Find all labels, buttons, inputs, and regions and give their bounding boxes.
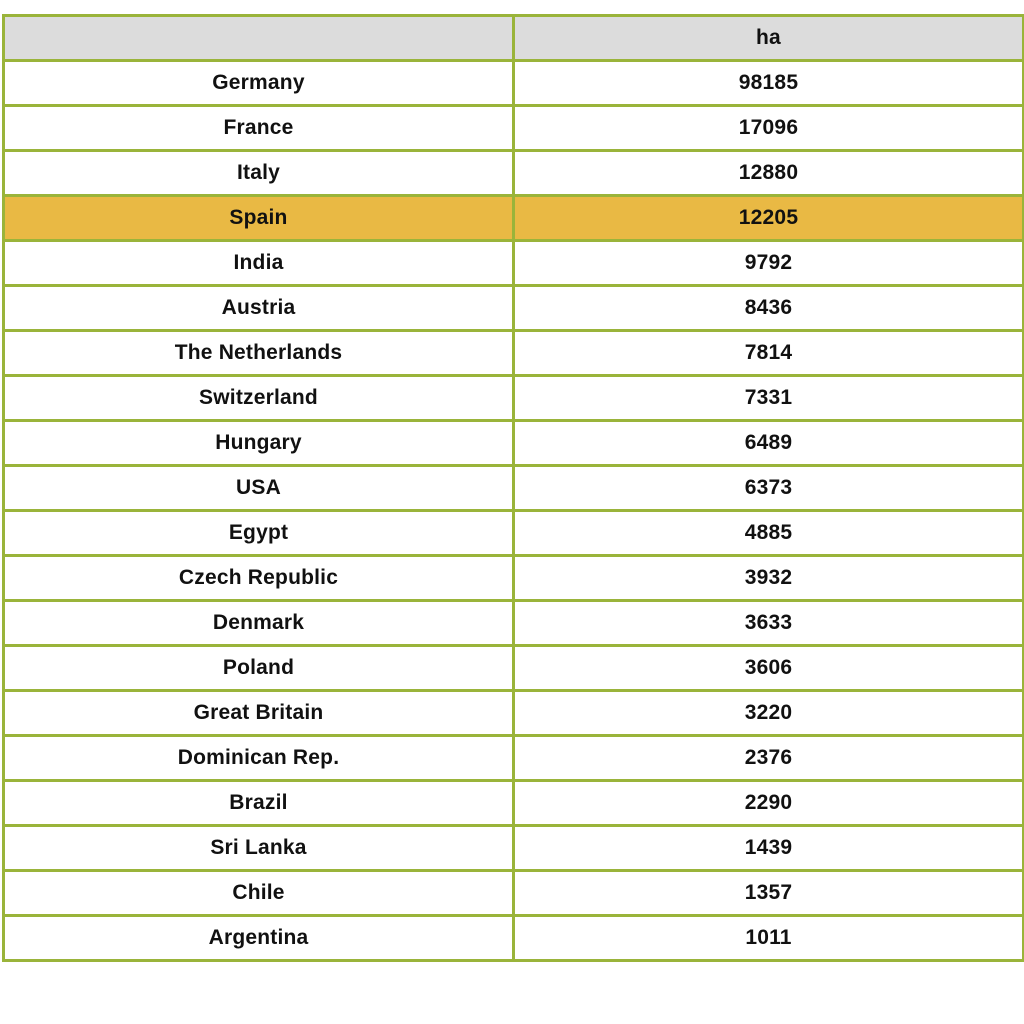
country-cell: Spain [4,196,514,241]
table-row [4,421,1024,466]
ha-value-cell: 12205 [514,196,1024,241]
table-row [4,736,1024,781]
table-row [4,691,1024,736]
ha-value-cell: 3606 [514,646,1024,691]
country-cell: France [4,106,514,151]
country-cell: Austria [4,286,514,331]
table-row [4,511,1024,556]
country-cell: Dominican Rep. [4,736,514,781]
ha-value-cell: 3932 [514,556,1024,601]
table-row [4,61,1024,106]
ha-value-cell: 6373 [514,466,1024,511]
table-row [4,286,1024,331]
country-cell: Egypt [4,511,514,556]
country-cell: USA [4,466,514,511]
ha-value-cell: 4885 [514,511,1024,556]
ha-value-cell: 98185 [514,61,1024,106]
country-cell: Switzerland [4,376,514,421]
ha-value-cell: 2376 [514,736,1024,781]
country-cell: Great Britain [4,691,514,736]
table-row [4,781,1024,826]
country-cell: The Netherlands [4,331,514,376]
country-cell: Germany [4,61,514,106]
table-row [4,916,1024,961]
table-row [4,826,1024,871]
country-area-table [2,14,1024,962]
ha-value-cell: 2290 [514,781,1024,826]
ha-value-cell: 3220 [514,691,1024,736]
country-cell: Italy [4,151,514,196]
table-row [4,106,1024,151]
table-header [4,16,1024,61]
ha-value-cell: 17096 [514,106,1024,151]
table-container [2,14,1022,962]
table-row [4,871,1024,916]
country-cell: Chile [4,871,514,916]
ha-value-cell: 1439 [514,826,1024,871]
table-row [4,376,1024,421]
country-cell: Sri Lanka [4,826,514,871]
ha-value-cell: 8436 [514,286,1024,331]
country-cell: Argentina [4,916,514,961]
country-cell: Czech Republic [4,556,514,601]
ha-value-cell: 3633 [514,601,1024,646]
table-row [4,601,1024,646]
ha-value-cell: 7814 [514,331,1024,376]
table-row-highlighted [4,196,1024,241]
ha-value-cell: 1011 [514,916,1024,961]
header-row [4,16,1024,61]
ha-value-cell: 12880 [514,151,1024,196]
table-row [4,466,1024,511]
country-cell: Hungary [4,421,514,466]
table-row [4,556,1024,601]
table-body [4,61,1024,961]
country-cell: Poland [4,646,514,691]
table-row [4,331,1024,376]
ha-value-cell: 7331 [514,376,1024,421]
header-ha: ha [514,16,1024,61]
country-cell: Brazil [4,781,514,826]
table-row [4,241,1024,286]
country-cell: Denmark [4,601,514,646]
ha-value-cell: 9792 [514,241,1024,286]
ha-value-cell: 6489 [514,421,1024,466]
ha-value-cell: 1357 [514,871,1024,916]
table-row [4,646,1024,691]
table-row [4,151,1024,196]
country-cell: India [4,241,514,286]
header-country [4,16,514,61]
